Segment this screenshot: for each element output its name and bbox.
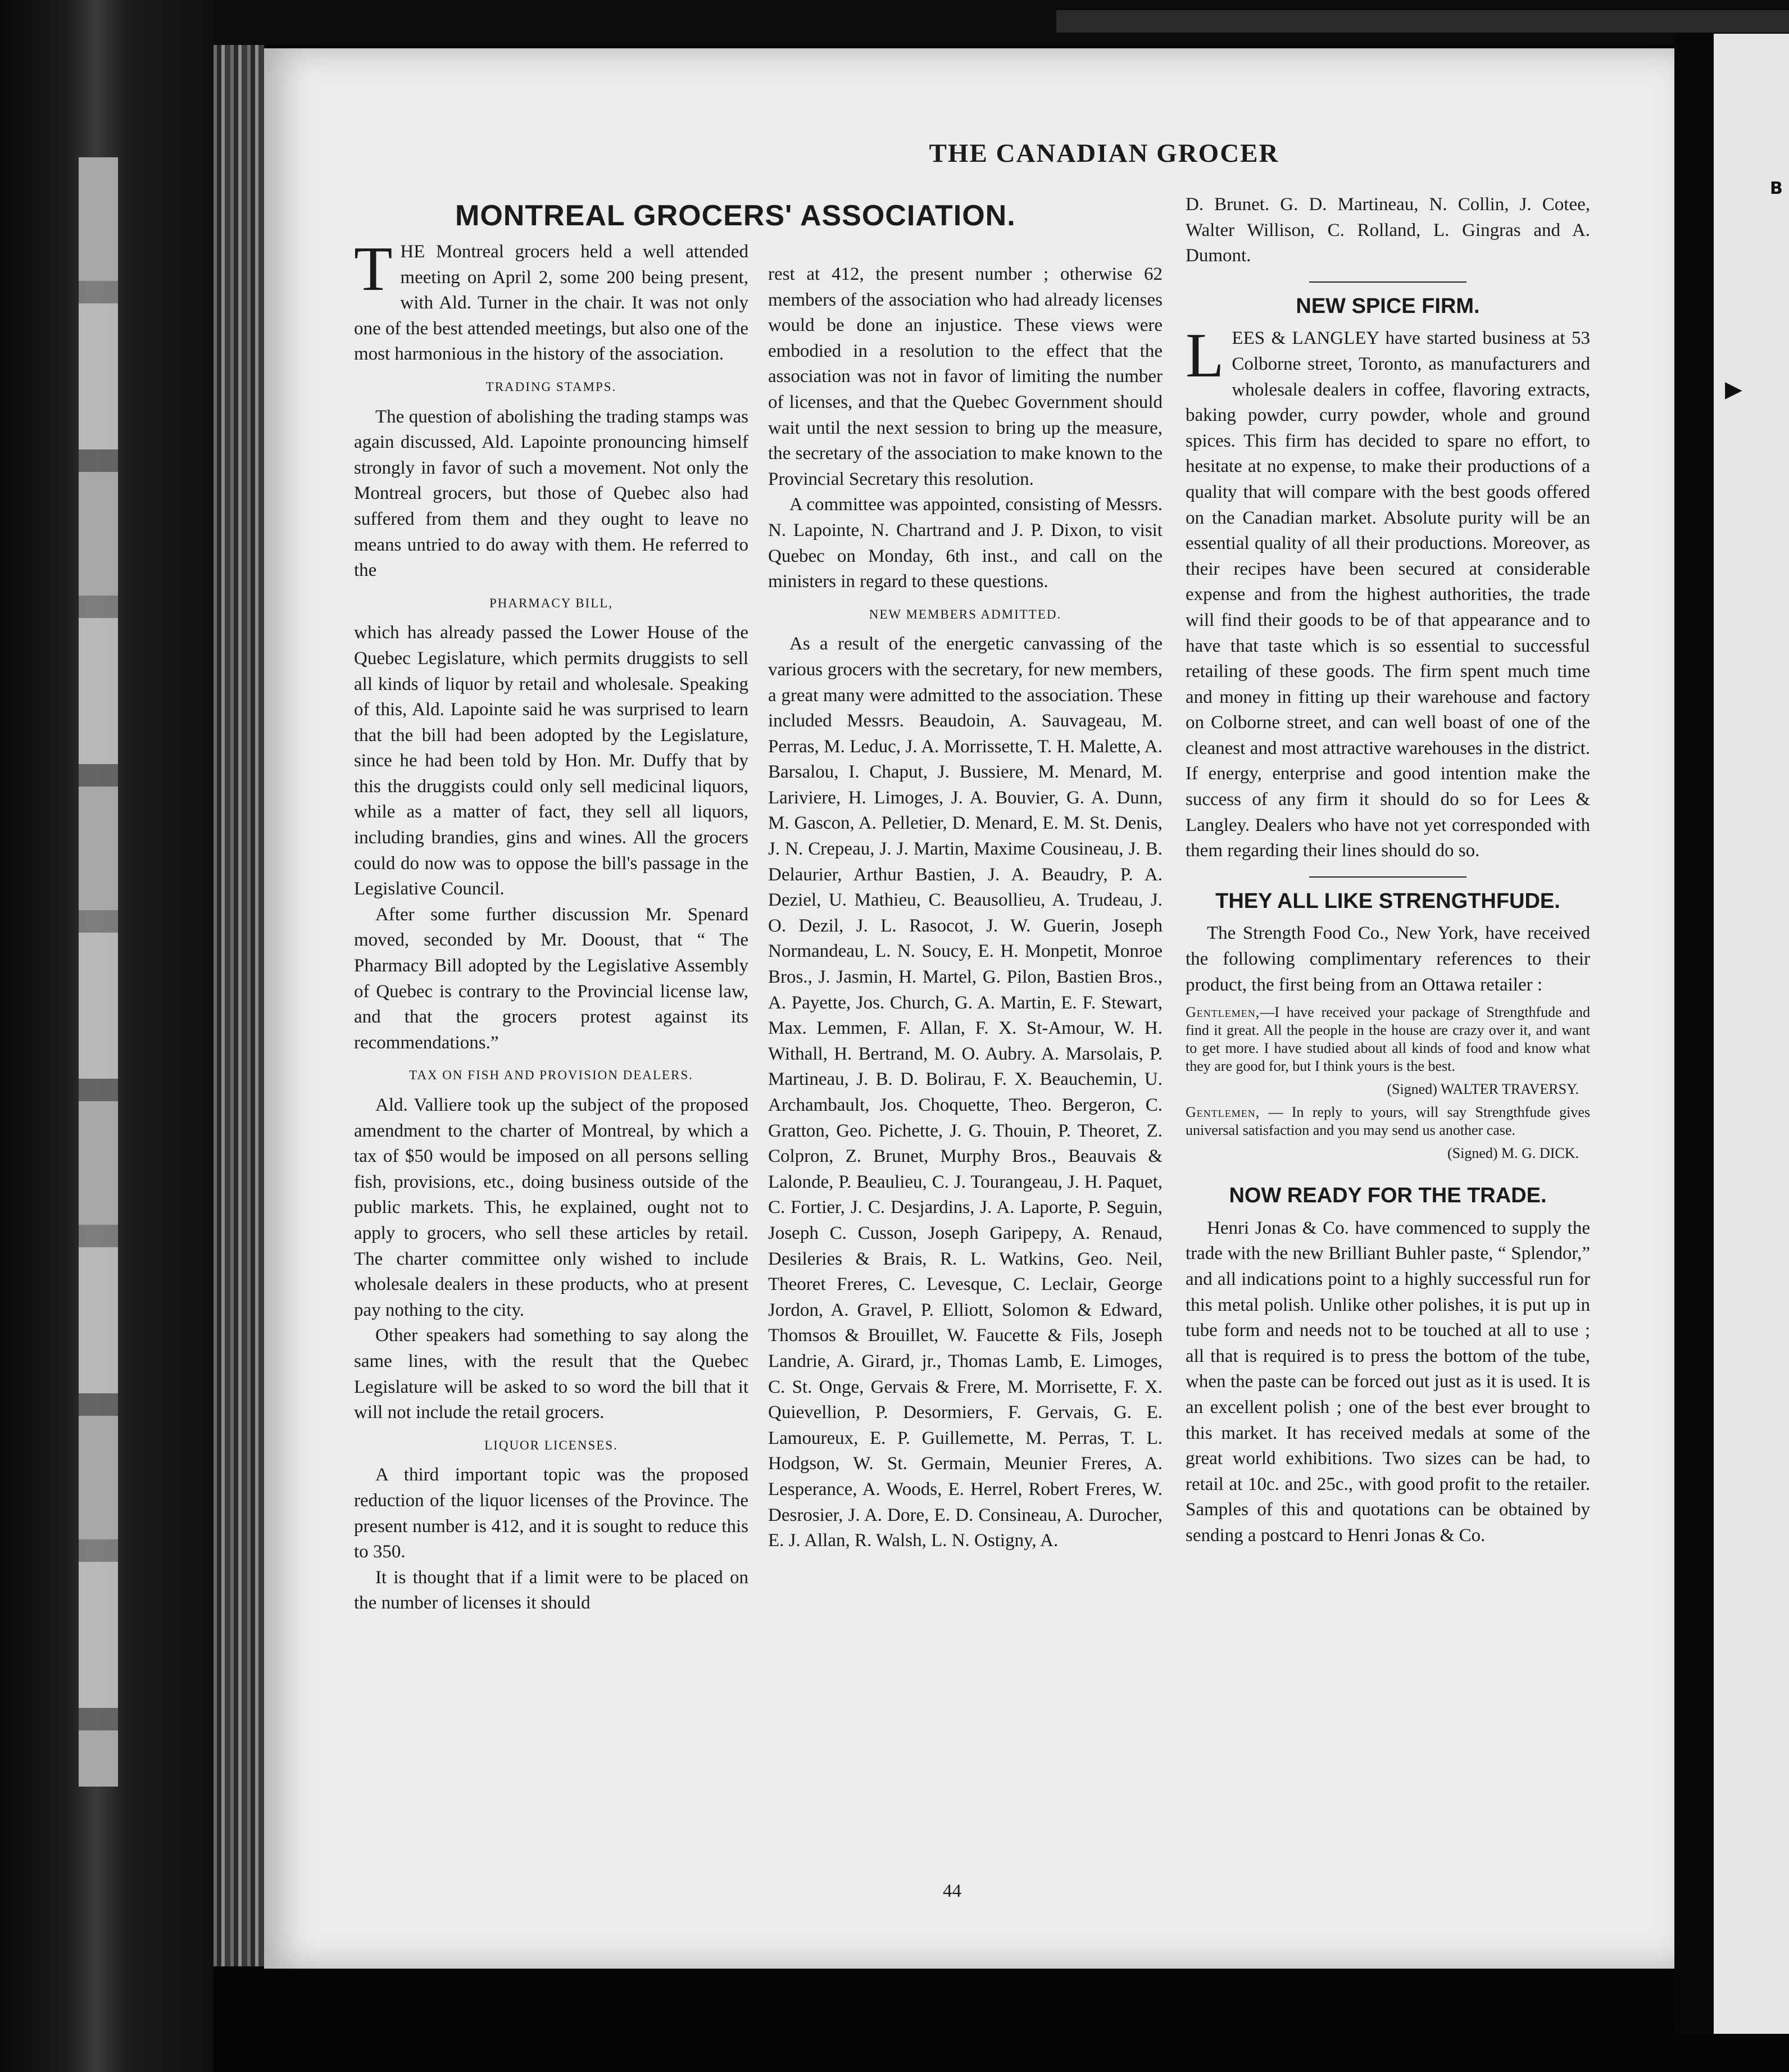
section-head-trading-stamps: TRADING STAMPS. [485, 379, 617, 394]
letter-1: Gentlemen,—I have received your package of Strengthfude and find it great. All the people in the house are crazy over it, and want to get more. I have studied about all kinds of food and know what they are good for, but I think yours is the best. [1186, 1004, 1590, 1075]
section-head-fish-tax: TAX ON FISH AND PROVISION DEALERS. [409, 1068, 693, 1083]
paragraph-spice-firm: LEES & LANGLEY have started business at 53 Colborne street, Toronto, as manufacturers and wholesale dealers in coffee, flavoring extracts, baking powder, curry powder, whole and ground spices. This firm has decided to spare no effort, to hesitate at no expense, to make their productions of a quality that will compare with the best goods offered on the Canadian market. Absolute purity will be an essential quality of all their productions. Moreover, as their recipes have been secured at considerable expense and from the highest authorities, the trade will find their goods to be of that appearance and to have that taste which is so essential to successful retailing of these goods. The firm spent much time and money in fitting up their warehouse and factory on Colborne street, and can well boast of one of the cleanest and most attractive warehouses in the district. If energy, enterprise and good intention make the success of any firm it should do so for Lees & Langley. Dealers who have not yet corresponded with them regarding their lines should do so. [1186, 321, 1590, 861]
binding-tabs [79, 157, 118, 1787]
paragraph-ready-for-trade: Henri Jonas & Co. have commenced to supply the trade with the new Brilliant Buhler paste, “ Splendor,” and all indications point to a highly successful run for this metal polish. Unlike other polishes, it is put up in tube form and needs not to be touched at all to use ; all that is required is to press the bottom of the tube, when the paste can be forced out just as it is used. It is an excellent polish ; one of the best ever brought to this market. It has received medals at some of the great world exhibitions. Two sizes can be had, to retail at 10c. and 25c., with good profit to the retailer. Samples of this and quotations can be obtained by sending a postcard to Henri Jonas & Co. [1186, 1217, 1590, 1546]
paragraph-liquor-3: rest at 412, the present number ; otherwise 62 members of the association who had already licenses would be done an injustice. These views were embodied in a resolution to the effect that the association was not in favor of limiting the number of licenses, and that the Quebec Government should wait until the next session to bring up the measure, the secretary of the association to make known to the Provincial Secretary this resolution. [768, 264, 1163, 489]
paragraph-fish-tax: Ald. Valliere took up the subject of the proposed amendment to the charter of Montreal, by which a tax of $50 would be imposed on all persons selling fish, provisions, etc., doing business outside of the public markets. This, he explained, ought not to apply to grocers, who sell these articles by retail. The charter committee only wished to include wholesale dealers in these products, who at present pay nothing to the city. [354, 1095, 748, 1320]
column-1 [354, 234, 748, 1616]
paragraph-members-continued: D. Brunet. G. D. Martineau, N. Collin, J. Cotee, Walter Willison, C. Rolland, L. Gingras and A. Dumont. [1186, 194, 1590, 266]
paragraph-liquor: A third important topic was the proposed reduction of the liquor licenses of the Province. The present number is 412, and it is sought to reduce this to 350. [354, 1465, 748, 1562]
paragraph-pharmacy-motion: After some further discussion Mr. Spenard moved, seconded by Mr. Dooust, that “ The Pharmacy Bill adopted by the Legislative Assembly of Quebec is contrary to the Provincial license law, and that the grocers protest against its recommendations.” [354, 904, 748, 1053]
arrow-icon: ▶ [1725, 376, 1742, 402]
page-number: 44 [943, 1881, 961, 1901]
paragraph-liquor-2: It is thought that if a limit were to be placed on the number of licenses it should [354, 1567, 748, 1614]
dropcap: T [354, 234, 393, 304]
main-headline: MONTREAL GROCERS' ASSOCIATION. [455, 199, 1016, 232]
paragraph-new-members: As a result of the energetic canvassing of the various grocers with the secretary, for new members, a great many were admitted to the association. These included Messrs. Beaudoin, A. Sauvageau, M. Perras, M. Leduc, J. A. Morrissette, T. H. Malette, A. Barsalou, I. Chaput, J. Bussiere, M. Menard, M. Lariviere, H. Limoges, J. A. Bouvier, G. A. Dunn, M. Gascon, A. Pelletier, D. Menard, E. M. St. Denis, J. N. Crepeau, J. J. Martin, Maxime Cousineau, J. B. Delaurier, Arthur Bastien, J. A. Beaudry, P. A. Deziel, U. Mathieu, C. Beausollieu, A. Trudeau, J. O. Dezil, J. L. Rasocot, J. W. Guerin, Joseph Normandeau, L. N. Soucy, E. H. Monpetit, Monroe Bros., J. Jasmin, H. Martel, G. Pilon, Bastien Bros., A. Payette, Jos. Church, G. A. Martin, E. F. Stewart, Max. Lemmen, F. Allan, F. X. St-Amour, W. H. Withall, H. Bertrand, M. O. Aubry. A. Marsolais, P. Martineau, J. B. D. Bolirau, F. X. Beauchemin, U. Archambault, Jos. Choquette, Theo. Bergeron, C. Gratton, Geo. Pichette, J. G. Thouin, P. Theoret, Z. Colpron, Z. Brunet, Murphy Bros., Beauvais & Lalonde, P. Beaulieu, C. J. Tourangeau, J. H. Paquet, C. Fortier, J. C. Desjardins, J. A. Laporte, P. Seguin, Joseph C. Cusson, Joseph Garipepy, A. Renaud, Desileries & Brais, R. L. Watkins, Geo. Neil, Theoret Freres, C. Levesque, C. Leclair, George Jordon, A. Gravel, P. Elliott, Solomon & Edward, Thomsos & Brouillet, W. Faucette & Fils, Joseph Landrie, A. Girard, jr., Thomas Lamb, E. Limoges, C. St. Onge, Gervais & Frere, M. Morrisette, F. X. Quievellion, P. Desormiers, F. Gervais, G. E. Lamoureux, E. P. Guillemette, M. Perras, T. L. Hodgson, W. St. Germain, Meunier Freres, A. Lesperance, A. Woods, E. Herrel, Robert Freres, W. Desrosier, J. A. Dore, E. D. Consineau, A. Durocher, E. J. Allan, R. Walsh, L. N. Ostigny, A. [768, 634, 1163, 1551]
divider [1309, 281, 1466, 283]
headline-ready-for-trade: NOW READY FOR THE TRADE. [1229, 1184, 1547, 1208]
page-edges [214, 45, 264, 1966]
adjacent-page-sliver [1714, 34, 1789, 2034]
edge-letter: B [1770, 179, 1783, 198]
newspaper-page [264, 48, 1674, 1969]
paragraph-fish-tax-2: Other speakers had something to say along the same lines, with the result that the Quebec Legislature will be asked to so word the bill that it will not include the retail grocers. [354, 1325, 748, 1423]
letter-2: Gentlemen, — In reply to yours, will say Strengthfude gives universal satisfaction and you may send us another case. [1186, 1104, 1590, 1139]
scan-top-strip [1056, 10, 1789, 33]
section-head-new-members: NEW MEMBERS ADMITTED. [869, 607, 1062, 621]
paragraph-committee: A committee was appointed, consisting of Messrs. N. Lapointe, N. Chartrand and J. P. Dixon, to visit Quebec on Monday, 6th inst., and call on the ministers in regard to these questions. [768, 494, 1163, 592]
section-head-pharmacy: PHARMACY BILL, [489, 596, 614, 610]
scan-gutter-right [1674, 34, 1714, 2034]
signature-2: (Signed) M. G. DICK. [1447, 1145, 1579, 1162]
headline-strengthfude: THEY ALL LIKE STRENGTHFUDE. [1215, 889, 1560, 913]
section-head-liquor: LIQUOR LICENSES. [484, 1438, 618, 1452]
masthead: THE CANADIAN GROCER [929, 139, 1279, 168]
paragraph-pharmacy: which has already passed the Lower House of the Quebec Legislature, which permits druggists to sell all kinds of liquor by retail and wholesale. Speaking of this, Ald. Lapointe said he was surprised to learn that the bill had been adopted by the Legislature, since he had been told by Hon. Mr. Duffy that by this the druggists could only sell medicinal liquors, while as a matter of fact, they sell all liquors, including brandies, gins and wines. All the grocers could do now was to oppose the bill's passage in the Legislative Council. [354, 622, 748, 899]
divider [1309, 876, 1466, 878]
paragraph-strengthfude: The Strength Food Co., New York, have received the following complimentary references to their product, the first being from an Ottawa retailer : [1186, 923, 1590, 995]
intro-paragraph: THE Montreal grocers held a well attended meeting on April 2, some 200 being present, with Ald. Turner in the chair. It was not only one of the best attended meetings, but also one of the most harmonious in the history of the association. [354, 234, 748, 365]
dropcap-l: L [1186, 321, 1224, 391]
signature-1: (Signed) WALTER TRAVERSY. [1387, 1081, 1579, 1098]
headline-spice-firm: NEW SPICE FIRM. [1296, 294, 1480, 318]
paragraph-trading-stamps: The question of abolishing the trading stamps was again discussed, Ald. Lapointe pronouncing himself strongly in favor of such a movement. Not only the Montreal grocers, but those of Quebec also had suffered from them and they ought to leave no means untried to do away with them. He referred to the [354, 406, 748, 581]
